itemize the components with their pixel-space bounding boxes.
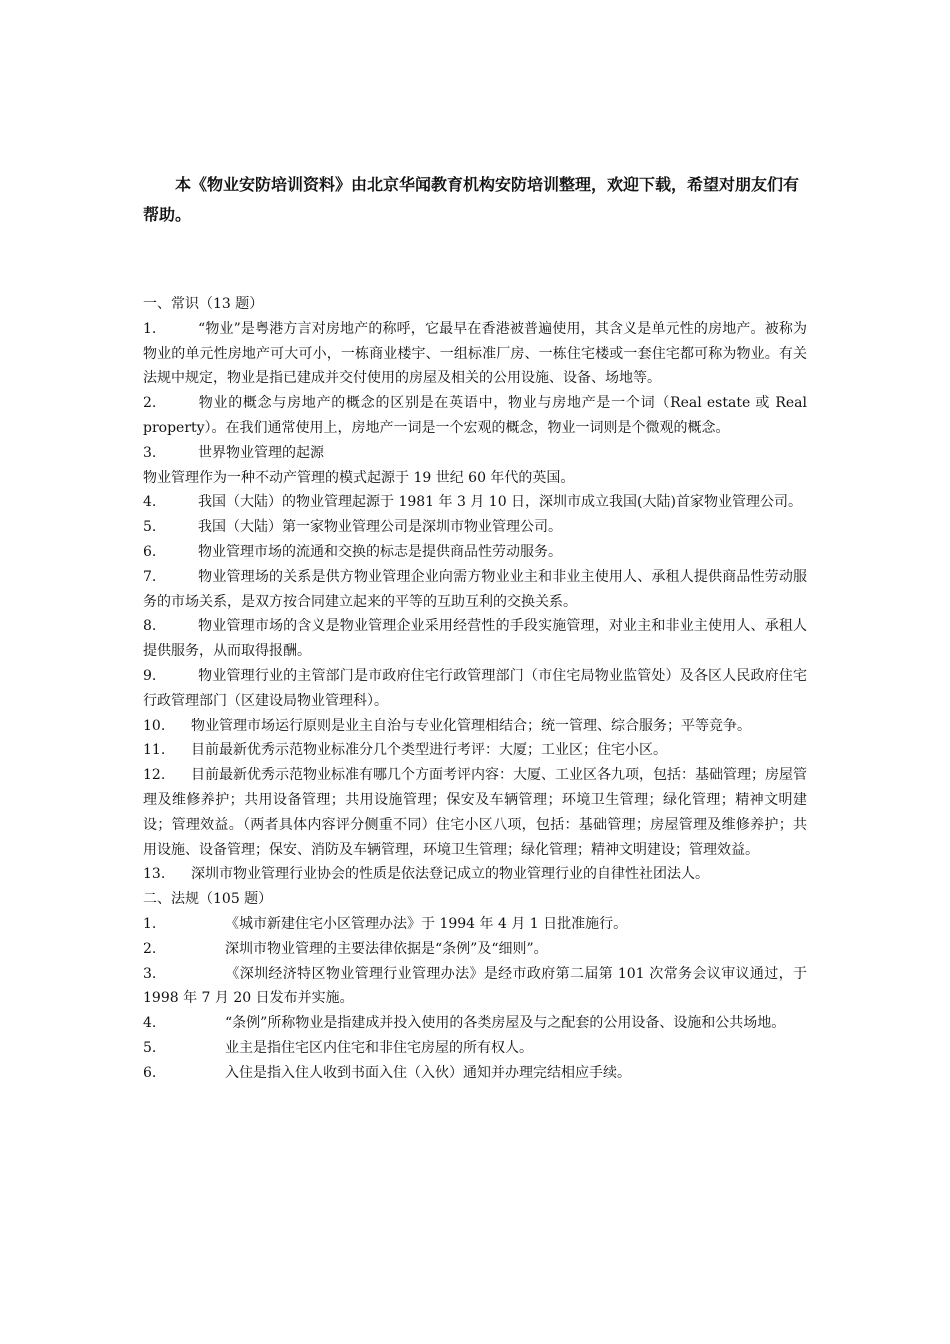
item-number: 6. <box>143 543 157 560</box>
item-text: 我国（大陆）的物业管理起源于 1981 年 3 月 10 日，深圳市成立我国(大陆)首家物业管理公司。 <box>198 494 802 511</box>
item-text: 物业管理行业的主管部门是市政府住宅行政管理部门（市住宅局物业监管处）及各区人民政府住宅行政管理部门（区建设局物业管理科）。 <box>143 667 807 709</box>
item-number: 8. <box>143 618 157 635</box>
item-number: 4. <box>143 1015 157 1032</box>
list-item <box>143 714 807 739</box>
item-number: 6. <box>143 1064 157 1081</box>
item-text: 物业的概念与房地产的概念的区别是在英语中，物业与房地产是一个词（Real estate 或 Real property）。在我们通常使用上，房地产一词是一个宏观的概念，物业一词则是个微观的概念。 <box>143 395 807 436</box>
item-text: 目前最新优秀示范物业标准有哪几个方面考评内容：大厦、工业区各九项，包括：基础管理；房屋管理及维修养护；共用设备管理；共用设施管理；保安及车辆管理；环境卫生管理；绿化管理；精神文明建设；管理效益。（两者具体内容评分侧重不同）住宅小区八项，包括：基础管理；房屋管理及维修养护；共用设施、设备管理；保安、消防及车辆管理，环境卫生管理；绿化管理；精神文明建设；管理效益。 <box>143 767 807 858</box>
item-number: 5. <box>143 519 157 536</box>
item-text: 物业管理场的关系是供方物业管理企业向需方物业业主和非业主使用人、承租人提供商品性劳动服务的市场关系，是双方按合同建立起来的平等的互助互利的交换关系。 <box>143 568 807 610</box>
item-text: 目前最新优秀示范物业标准分几个类型进行考评：大厦；工业区；住宅小区。 <box>191 742 667 759</box>
intro-paragraph: 本《物业安防培训资料》由北京华闻教育机构安防培训整理，欢迎下载，希望对朋友们有帮助。 <box>143 175 800 224</box>
item-number: 1. <box>143 320 157 337</box>
list-item <box>143 540 807 565</box>
item-number: 11. <box>143 742 166 759</box>
item-text: 入住是指入住人收到书面入住（入伙）通知并办理完结相应手续。 <box>225 1064 631 1081</box>
list-item <box>143 391 807 441</box>
list-item <box>143 317 807 391</box>
item-number: 12. <box>143 767 166 784</box>
item-number: 13. <box>143 866 166 883</box>
list-item <box>143 441 807 466</box>
item-text: 物业管理市场的流通和交换的标志是提供商品性劳动服务。 <box>198 543 562 560</box>
item-text: “条例”所称物业是指建成并投入使用的各类房屋及与之配套的公用设备、设施和公共场地。 <box>225 1015 786 1032</box>
item-text: 物业管理市场的含义是物业管理企业采用经营性的手段实施管理，对业主和非业主使用人、承租人提供服务，从而取得报酬。 <box>143 618 807 660</box>
item-number: 1. <box>143 915 157 932</box>
list-item <box>143 962 807 1012</box>
section-regulations <box>143 912 807 1086</box>
item-number: 7. <box>143 568 157 585</box>
list-item <box>143 1036 807 1061</box>
item-number: 2. <box>143 940 157 957</box>
list-item <box>143 565 807 615</box>
list-item <box>143 490 807 515</box>
list-item <box>143 862 807 887</box>
item-number: 10. <box>143 717 166 734</box>
item-text: 业主是指住宅区内住宅和非住宅房屋的所有权人。 <box>225 1039 533 1056</box>
item-text: 世界物业管理的起源 <box>198 444 324 461</box>
list-item <box>143 515 807 540</box>
item-text: 《城市新建住宅小区管理办法》于 1994 年 4 月 1 日批准施行。 <box>225 915 628 932</box>
item-number: 3. <box>143 965 157 982</box>
item-number: 2. <box>143 395 157 412</box>
list-item-continuation: 物业管理作为一种不动产管理的模式起源于 19 世纪 60 年代的英国。 <box>143 469 575 486</box>
list-item <box>143 738 807 763</box>
list-item <box>143 664 807 714</box>
list-item <box>143 1011 807 1036</box>
item-number: 3. <box>143 444 157 461</box>
section-title-common-knowledge: 一、常识（13 题） <box>143 296 264 312</box>
section-common-knowledge <box>143 317 807 887</box>
item-text: 《深圳经济特区物业管理行业管理办法》是经市政府第二届第 101 次常务会议审议通过，于 1998 年 7 月 20 日发布并实施。 <box>143 965 807 1007</box>
list-item <box>143 937 807 962</box>
list-item <box>143 912 807 937</box>
item-text: 物业管理市场运行原则是业主自治与专业化管理相结合；统一管理、综合服务；平等竞争。 <box>191 717 751 734</box>
item-number: 9. <box>143 667 157 684</box>
section-title-regulations: 二、法规（105 题） <box>143 891 273 908</box>
item-number: 5. <box>143 1039 157 1056</box>
list-item <box>143 614 807 664</box>
item-text: 深圳市物业管理的主要法律依据是“条例”及“细则”。 <box>225 940 548 957</box>
item-text: 我国（大陆）第一家物业管理公司是深圳市物业管理公司。 <box>198 519 562 536</box>
list-item <box>143 1061 807 1086</box>
item-text: “物业”是粤港方言对房地产的称呼，它最早在香港被普遍使用，其含义是单元性的房地产。被称为物业的单元性房地产可大可小，一栋商业楼宇、一组标准厂房、一栋住宅楼或一套住宅都可称为物业。有关法规中规定，物业是指已建成并交付使用的房屋及相关的公用设施、设备、场地等。 <box>143 320 807 387</box>
list-item <box>143 763 807 862</box>
item-text: 深圳市物业管理行业协会的性质是依法登记成立的物业管理行业的自律性社团法人。 <box>191 866 709 883</box>
item-number: 4. <box>143 494 157 511</box>
